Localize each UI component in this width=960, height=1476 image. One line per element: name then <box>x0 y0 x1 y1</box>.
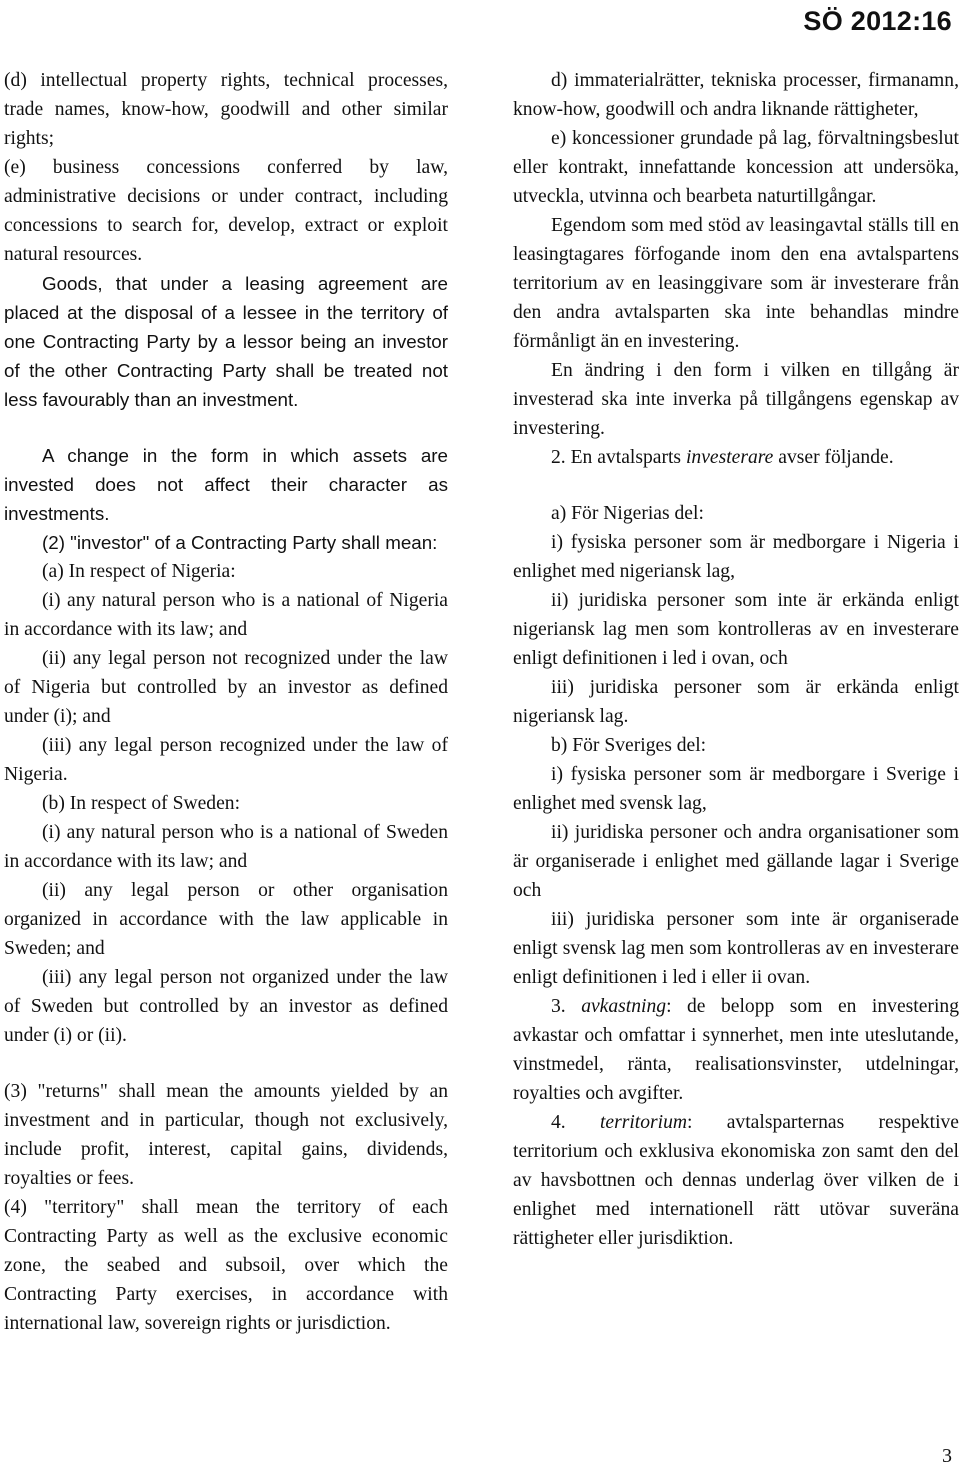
sv-change-paragraph: En ändring i den form i vilken en tillgång är investerad ska inte inverka på tillgångens egenskap av investering. <box>513 360 959 439</box>
en-leasing-paragraph: Goods, that under a leasing agreement are placed at the disposal of a lessee in the territory of one Contracting Party by a lessor being an investor of the other Contracting Party shall be treated not less favourably than an investment. <box>4 273 448 410</box>
sv-territory-term: territorium <box>599 1112 688 1133</box>
sv-sweden-heading: b) För Sveriges del: <box>551 735 707 756</box>
sv-returns-prefix: 3. <box>551 996 582 1017</box>
sv-territory-suffix: : avtalsparternas respektive territorium och exklusiva ekonomiska zon samt den del av havsbottnen och dennas underlag över vilken de i enlighet med internationell rätt utövar suveräna rättigheter eller jurisdiktion. <box>513 1112 960 1249</box>
en-clause-e: (e) business concessions conferred by law, administrative decisions or under contract, including concessions to search for, develop, extract or exploit natural resources. <box>4 157 448 265</box>
sv-leasing-paragraph: Egendom som med stöd av leasingavtal ställs till en leasingtagares förfogande inom den ena avtalspartens territorium av en leasinggivare som är investerare från den andra avtalsparten ska inte behandlas mindre förmånligt än en investering. <box>513 215 959 352</box>
sv-clause-d: d) immaterialrätter, tekniska processer, firmanamn, know-how, goodwill och andra liknande rättigheter, <box>513 70 959 120</box>
sv-sweden-i: i) fysiska personer som är medborgare i Sverige i enlighet med svensk lag, <box>513 764 959 814</box>
en-sweden-iii: (iii) any legal person not organized under the law of Sweden but controlled by an investor as defined under (i) or (ii). <box>4 967 448 1046</box>
en-nigeria-iii: (iii) any legal person recognized under the law of Nigeria. <box>4 735 448 785</box>
sv-nigeria-heading: a) För Nigerias del: <box>551 503 704 524</box>
en-investor-definition: (2) "investor" of a Contracting Party shall mean: <box>42 532 438 553</box>
sv-sweden-iii: iii) juridiska personer som inte är organiserade enligt svensk lag men som kontrolleras av en investerare enligt definitionen i led i eller ii ovan. <box>513 909 959 988</box>
page-number: 3 <box>942 1445 952 1467</box>
en-clause-d: (d) intellectual property rights, technical processes, trade names, know-how, goodwill and other similar rights; <box>4 70 448 149</box>
en-sweden-ii: (ii) any legal person or other organisation organized in accordance with the law applicable in Sweden; and <box>4 880 448 959</box>
sv-nigeria-iii: iii) juridiska personer som är erkända enligt nigeriansk lag. <box>513 677 959 727</box>
sv-territory-definition <box>513 1108 959 1253</box>
en-change-paragraph: A change in the form in which assets are invested does not affect their character as investments. <box>4 445 448 524</box>
en-nigeria-ii: (ii) any legal person not recognized under the law of Nigeria but controlled by an investor as defined under (i); and <box>4 648 448 727</box>
sv-returns-suffix: : de belopp som en investering avkastar och omfattar i synnerhet, men inte uteslutande, vinstmedel, ränta, realisationsvinster, utdelningar, royalties och avgifter. <box>513 996 959 1104</box>
en-territory-definition: (4) "territory" shall mean the territory of each Contracting Party as well as the exclusive economic zone, the seabed and subsoil, over which the Contracting Party exercises, in accordance with international law, sovereign rights or jurisdiction. <box>4 1197 448 1334</box>
sv-sweden-ii: ii) juridiska personer och andra organisationer som är organiserade i enlighet med gällande lagar i Sverige och <box>513 822 959 901</box>
sv-clause-e: e) koncessioner grundade på lag, förvaltningsbeslut eller kontrakt, innefattande koncession att undersöka, utveckla, utvinna och bearbeta naturtillgångar. <box>513 128 959 207</box>
sv-investor-suffix: avser följande. <box>773 447 894 468</box>
sv-territory-prefix: 4. <box>551 1112 600 1133</box>
document-id: SÖ 2012:16 <box>803 6 952 36</box>
sv-nigeria-ii: ii) juridiska personer som inte är erkända enligt nigeriansk lag men som kontrolleras av en investerare enligt definitionen i led i ovan, och <box>513 590 959 669</box>
sv-returns-definition <box>513 992 959 1108</box>
swedish-column <box>513 66 959 1253</box>
sv-investor-definition <box>513 443 959 472</box>
sv-nigeria-i: i) fysiska personer som är medborgare i Nigeria i enlighet med nigeriansk lag, <box>513 532 959 582</box>
en-sweden-heading: (b) In respect of Sweden: <box>42 793 241 814</box>
sv-investor-prefix: 2. En avtalsparts <box>551 447 686 468</box>
english-column <box>4 66 448 1338</box>
sv-returns-term: avkastning <box>581 996 667 1017</box>
sv-investor-term: investerare <box>685 447 774 468</box>
en-sweden-i: (i) any natural person who is a national of Sweden in accordance with its law; and <box>4 822 448 872</box>
en-nigeria-heading: (a) In respect of Nigeria: <box>42 561 236 582</box>
en-nigeria-i: (i) any natural person who is a national of Nigeria in accordance with its law; and <box>4 590 448 640</box>
en-returns-definition: (3) "returns" shall mean the amounts yielded by an investment and in particular, though not exclusively, include profit, interest, capital gains, dividends, royalties or fees. <box>4 1081 448 1189</box>
